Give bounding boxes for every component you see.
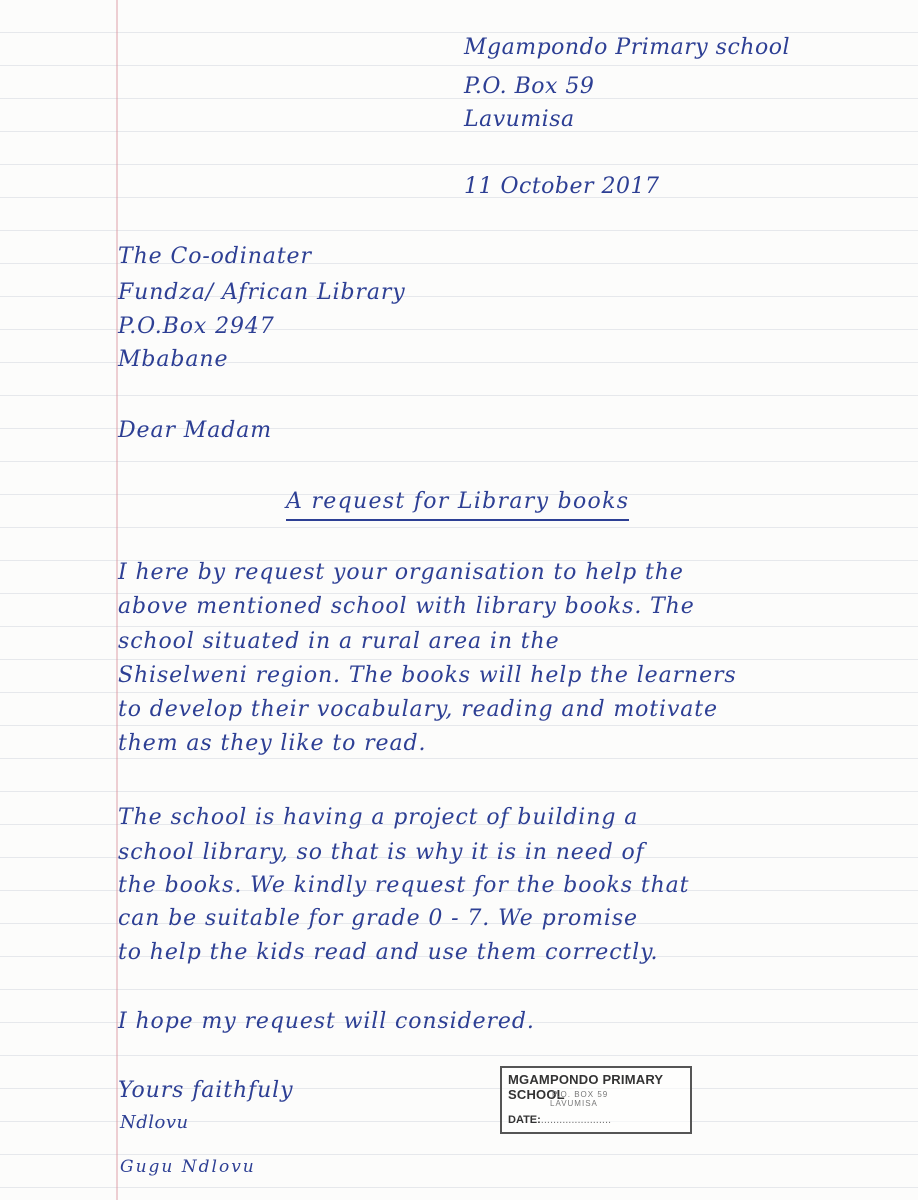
paragraph-1-line: above mentioned school with library books. The <box>118 594 695 619</box>
paragraph-2-line: to help the kids read and use them correctly. <box>118 940 659 965</box>
sender-school: Mgampondo Primary school <box>464 35 790 60</box>
paragraph-2-line: The school is having a project of building a <box>118 805 639 830</box>
paragraph-2-line: the books. We kindly request for the books that <box>118 873 690 898</box>
sender-box: P.O. Box 59 <box>464 74 595 99</box>
paragraph-1-line: I here by request your organisation to help the <box>118 560 684 585</box>
stamp-town: LAVUMISA <box>550 1099 598 1108</box>
recipient-organisation: Fundza/ African Library <box>118 280 406 305</box>
paragraph-2-line: school library, so that is why it is in need of <box>118 840 645 865</box>
paragraph-2-line: can be suitable for grade 0 - 7. We promise <box>118 906 638 931</box>
stamp-date-field <box>508 1114 611 1126</box>
stamp-date-label: DATE: <box>508 1114 541 1126</box>
paragraph-1-line: to develop their vocabulary, reading and motivate <box>118 697 718 722</box>
subject-line: A request for Library books <box>286 487 629 521</box>
signature: Ndlovu <box>120 1112 189 1133</box>
paragraph-1-line: them as they like to read. <box>118 731 427 756</box>
paragraph-1-line: school situated in a rural area in the <box>118 629 560 654</box>
paragraph-3: I hope my request will considered. <box>118 1009 535 1034</box>
recipient-town: Mbabane <box>118 347 229 372</box>
stamp-box: P.O. BOX 59 <box>552 1090 609 1099</box>
sender-town: Lavumisa <box>464 107 575 132</box>
printed-name: Gugu Ndlovu <box>120 1157 256 1177</box>
salutation: Dear Madam <box>118 418 272 443</box>
school-stamp <box>500 1066 692 1134</box>
recipient-title: The Co-odinater <box>118 244 312 269</box>
letter-date: 11 October 2017 <box>464 174 660 199</box>
stamp-date-dots: ....................... <box>540 1114 612 1126</box>
stamp-school-name: MGAMPONDO PRIMARY SCHOOL <box>508 1072 664 1102</box>
paragraph-1-line: Shiselweni region. The books will help the learners <box>118 663 737 688</box>
recipient-box: P.O.Box 2947 <box>118 314 275 339</box>
closing: Yours faithfuly <box>118 1078 294 1103</box>
